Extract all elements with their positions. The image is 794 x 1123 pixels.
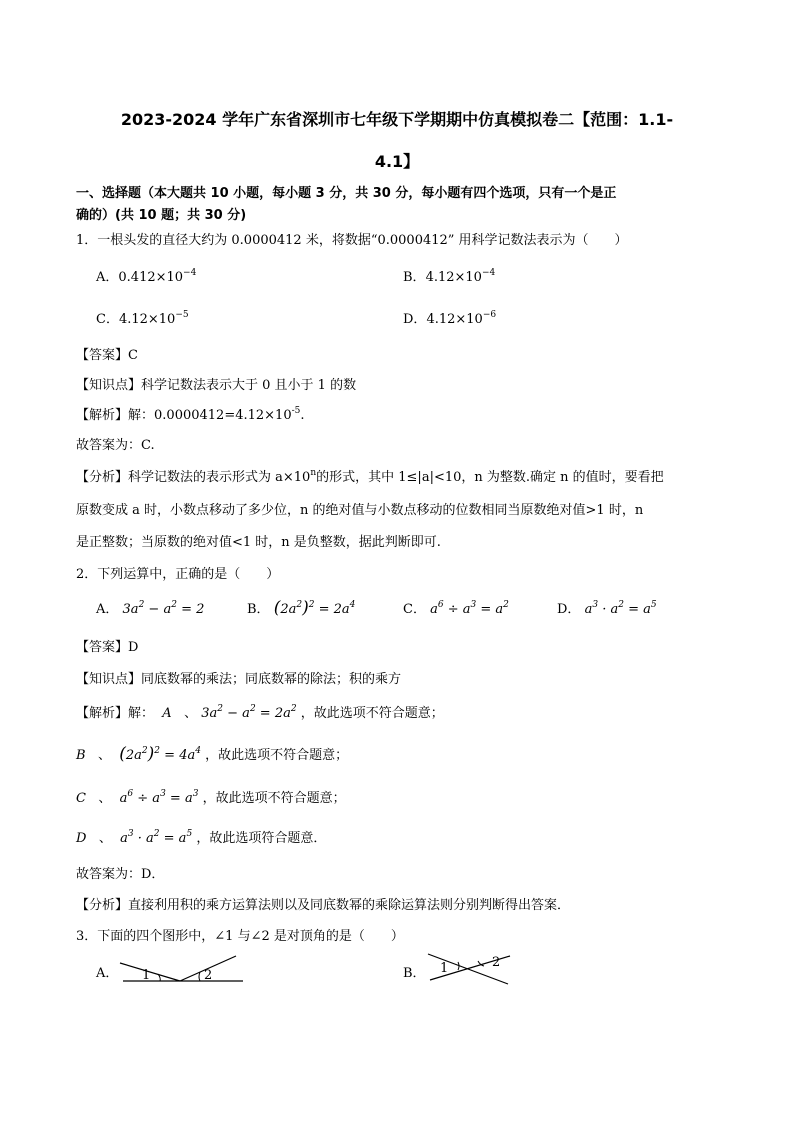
- q2-row-b-letter: B: [76, 748, 86, 763]
- q2-row-b-sep: 、: [97, 748, 111, 763]
- q1-analysis-line3: 是正整数；当原数的绝对值<1 时，n 是负整数，据此判断即可.: [76, 535, 441, 550]
- q1-jx-tag: 【解析】: [76, 408, 129, 423]
- q1-option-c-base: 4.12×10: [118, 312, 176, 327]
- q2-solution-row-b: [76, 744, 348, 764]
- q2-jx-intro: 解：: [128, 706, 155, 721]
- q3-figure-a: [118, 950, 248, 990]
- q1-kp-tag: 【知识点】: [76, 378, 142, 393]
- q3-a-angle-2: 2: [204, 968, 213, 983]
- q2-option-a-formula: $3a^2 - a^2 = 2$: [122, 600, 205, 617]
- q1-fx-1exp: n: [310, 468, 317, 478]
- q1-option-a-exp: −4: [183, 268, 197, 278]
- q1-jx-exp: -5: [291, 406, 301, 416]
- q2-solution-row-d: [76, 827, 326, 846]
- q2-row-d-letter: D: [76, 831, 87, 846]
- q3-option-a-label: A．: [96, 966, 119, 981]
- section-heading-line1: 一、选择题（本大题共 10 小题，每小题 3 分，共 30 分，每小题有四个选项，只有一个是正: [76, 186, 617, 201]
- q1-option-c-exp: −5: [175, 310, 189, 320]
- q2-option-c-label: C．: [403, 602, 426, 617]
- q2-row-a-sep: 、: [184, 706, 198, 721]
- q2-knowledge-point: [76, 668, 401, 687]
- q1-option-a-label: A．: [96, 270, 119, 285]
- q2-stem: 2．下列运算中，正确的是（ ）: [76, 567, 280, 582]
- q1-option-d-label: D．: [403, 312, 427, 327]
- q2-answer-tag: 【答案】: [76, 640, 129, 655]
- q3-b-angle-1: 1: [440, 961, 449, 976]
- q1-jx-text: 解：0.0000412=4.12×10: [128, 408, 292, 423]
- q1-conclusion: 故答案为：C.: [76, 438, 155, 453]
- q2-option-a-label: A．: [96, 602, 119, 617]
- q2-row-a-formula: $3a^2 - a^2 = 2a^2$: [201, 704, 297, 721]
- q1-answer: [76, 344, 138, 363]
- q2-row-c-formula: $a^6 \div a^3 = a^3$: [119, 789, 199, 806]
- q2-solution-row-a: [76, 702, 444, 721]
- q1-stem: 1．一根头发的直径大约为 0.0000412 米，将数据“0.0000412” 用科学记数法表示为（ ）: [76, 233, 628, 248]
- q3-b-angle-2: 2: [492, 955, 501, 970]
- q1-analysis-line1: [76, 466, 664, 485]
- q1-fx-1a: 科学记数法的表示形式为 a×10: [128, 470, 311, 485]
- q1-option-b-base: 4.12×10: [425, 270, 482, 285]
- q2-option-d-formula: $a^3 \cdot a^2 = a^5$: [584, 600, 657, 617]
- q1-option-b-exp: −4: [481, 268, 496, 278]
- q1-knowledge-point: [76, 374, 356, 393]
- q2-row-d-formula: $a^3 \cdot a^2 = a^5$: [120, 829, 193, 846]
- q1-answer-tag: 【答案】: [76, 348, 129, 363]
- q1-option-d: [403, 308, 496, 327]
- q2-option-b: [247, 598, 355, 618]
- q2-answer-value: D: [128, 640, 139, 655]
- q1-solution: [76, 404, 305, 423]
- q1-analysis-line2: 原数变成 a 时，小数点移动了多少位，n 的绝对值与小数点移动的位数相同当原数绝对值>1 时，n: [76, 503, 644, 518]
- q2-kp-text: 同底数幂的乘法；同底数幂的除法；积的乘方: [141, 672, 402, 687]
- q1-option-c: [96, 308, 189, 327]
- q3-a-angle-1: 1: [142, 968, 151, 983]
- q1-option-b-label: B．: [403, 270, 426, 285]
- q3-b-arc-1: [458, 962, 459, 970]
- q1-option-d-exp: −6: [482, 310, 497, 320]
- q1-fx-1b: 的形式，其中 1≤|a|<10，n 为整数.确定 n 的值时，要看把: [316, 470, 664, 485]
- q1-option-c-label: C．: [96, 312, 119, 327]
- q2-row-d-comment: ，故此选项符合题意．: [196, 831, 327, 846]
- q2-row-c-letter: C: [76, 791, 86, 806]
- q2-option-d: [557, 598, 657, 617]
- q1-option-b: [403, 266, 495, 285]
- q2-solution-row-c: [76, 787, 346, 806]
- q2-conclusion: 故答案为：D．: [76, 867, 165, 882]
- section-heading-line2: 确的）(共 10 题；共 30 分): [76, 208, 247, 223]
- q2-row-c-comment: ，故此选项不符合题意；: [202, 791, 346, 806]
- q3-stem: 3．下面的四个图形中，∠1 与∠2 是对顶角的是（ ）: [76, 929, 404, 944]
- q2-option-c-formula: $a^6 \div a^3 = a^2$: [430, 600, 509, 617]
- q2-jx-tag: 【解析】: [76, 706, 129, 721]
- q1-answer-value: C: [128, 348, 138, 363]
- page-title-line1: 2023-2024 学年广东省深圳市七年级下学期期中仿真模拟卷二【范围：1.1-: [120, 110, 674, 129]
- q2-kp-tag: 【知识点】: [76, 672, 142, 687]
- q3-figure-b: [424, 948, 516, 990]
- q2-answer: [76, 636, 138, 655]
- q2-row-b-formula: $(2a^2)^2 = 4a^4$: [119, 744, 201, 764]
- q2-option-d-label: D．: [557, 602, 581, 617]
- q2-fx-text: 直接利用积的乘方运算法则以及同底数幂的乘除运算法则分别判断得出答案．: [128, 898, 571, 913]
- q2-option-c: [403, 598, 509, 617]
- q2-row-c-sep: 、: [98, 791, 112, 806]
- q2-row-a-letter: A: [162, 706, 172, 721]
- q3-option-b-label: B．: [403, 966, 426, 981]
- q1-jx-end: .: [300, 408, 305, 423]
- q2-row-b-comment: ，故此选项不符合题意；: [205, 748, 349, 763]
- q1-kp-text: 科学记数法表示大于 0 且小于 1 的数: [141, 378, 357, 393]
- q2-option-b-formula: $(2a^2)^2 = 2a^4$: [273, 598, 356, 618]
- q2-analysis: [76, 894, 570, 913]
- q1-option-a: [96, 266, 196, 285]
- q2-row-d-sep: 、: [98, 831, 112, 846]
- q1-fx-tag: 【分析】: [76, 470, 129, 485]
- q1-option-a-base: 0.412×10: [118, 270, 184, 285]
- q1-option-d-base: 4.12×10: [426, 312, 483, 327]
- q2-fx-tag: 【分析】: [76, 898, 129, 913]
- q2-option-b-label: B．: [247, 602, 270, 617]
- q2-option-a: [96, 598, 204, 617]
- q3-a-arc-2: [199, 972, 200, 981]
- q2-row-a-comment: ，故此选项不符合题意；: [300, 706, 444, 721]
- page-title-line2: 4.1】: [374, 152, 420, 171]
